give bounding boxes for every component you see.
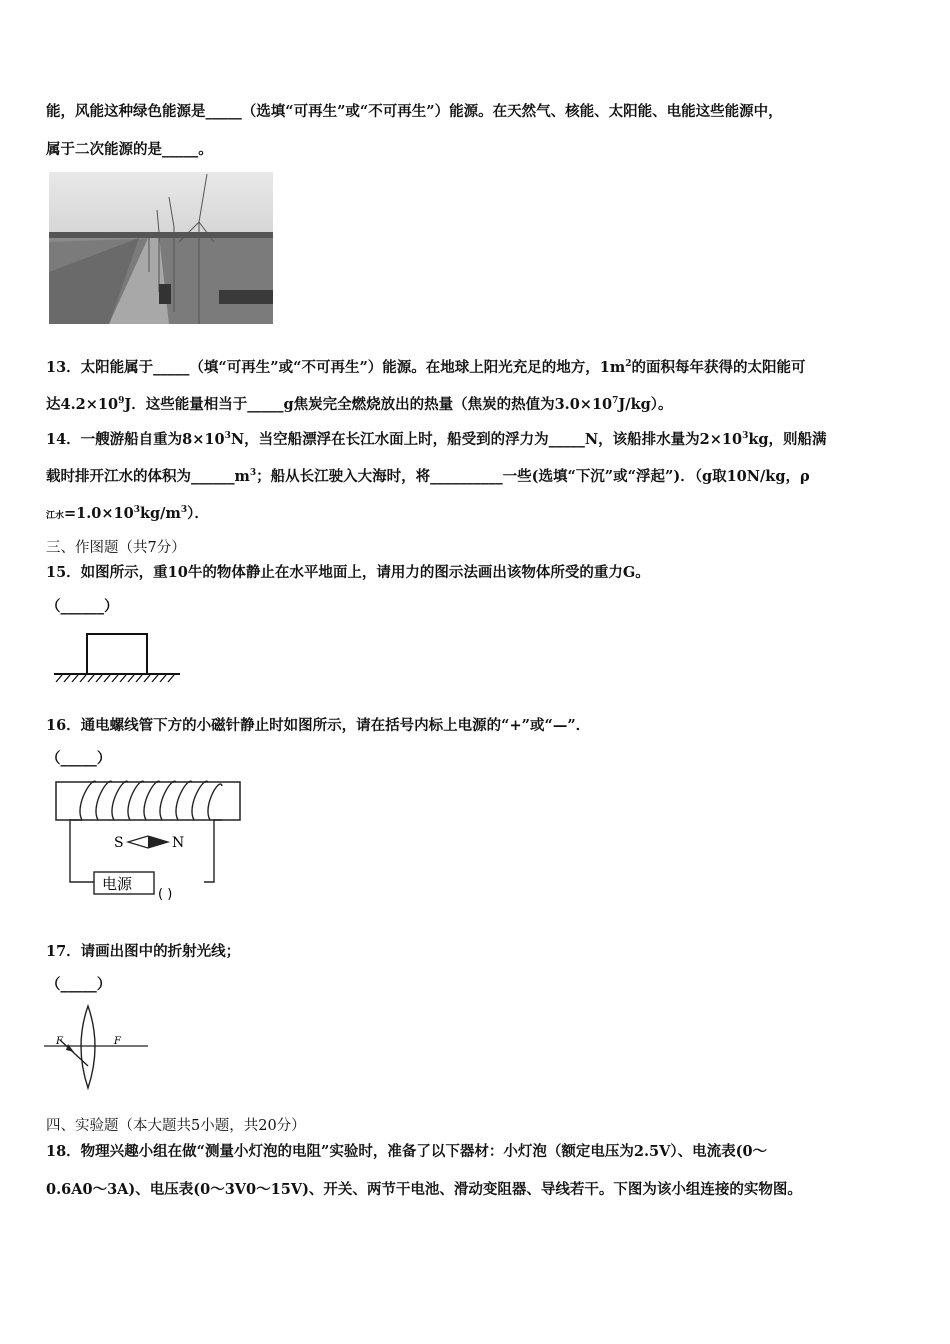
q15-text: 15．如图所示，重10牛的物体静止在水平地面上，请用力的图示法画出该物体所受的重力G。	[46, 564, 650, 581]
q13-sup-3: 7	[612, 396, 619, 407]
magnet-needle-north	[148, 836, 168, 848]
q14-text-e: ；船从长江驶入大海时，将__________一些(选填“下沉”或“浮起”)．（g取10N/kg，ρ	[256, 468, 810, 485]
q13-text-a: 13．太阳能属于_____（填“可再生”或“不可再生”）能源。在地球上阳光充足的地方，1m	[46, 359, 626, 376]
q14-text-a: 14．一艘游船自重为8×10	[46, 431, 225, 448]
q13-text-e: J/kg）。	[618, 396, 673, 413]
power-label: 电源	[102, 875, 133, 893]
convex-lens	[81, 1006, 95, 1088]
q14-text-b: N，当空船漂浮在长江水面上时，船受到的浮力为_____N，该船排水量为2×10	[230, 431, 743, 448]
q14-text-h: ）．	[187, 505, 209, 522]
q13-text-b: 的面积每年获得的太阳能可	[631, 359, 806, 376]
power-paren: ( )	[158, 887, 173, 902]
incident-ray	[60, 1040, 88, 1066]
wire-right	[204, 820, 222, 882]
block	[87, 634, 147, 674]
q13-sup-2: 9	[118, 396, 125, 407]
solenoid-core	[56, 782, 240, 820]
q16-blank: （_____）	[46, 750, 112, 767]
q15-block-figure	[52, 628, 184, 684]
needle-s-label: S	[114, 835, 124, 851]
q17-blank: （_____）	[46, 976, 112, 993]
q14-sup-4: 3	[133, 505, 140, 516]
q16-solenoid-figure	[54, 776, 244, 904]
q14-line3	[46, 504, 209, 526]
focus-right-label: F	[114, 1036, 121, 1047]
q13-text-d: J．这些能量相当于_____g焦炭完全燃烧放出的热量（焦炭的热值为3.0×10	[124, 396, 613, 413]
q14-sup-2: 3	[742, 431, 749, 442]
q17-lens-figure	[44, 1004, 150, 1094]
wind-farm-photo	[49, 172, 273, 324]
q18-line2: 0.6A0～3A)、电压表(0～3V0～15V)、开关、两节干电池、滑动变阻器、导线若干。下图为该小组连接的实物图。	[46, 1181, 802, 1198]
q12-line2: 属于二次能源的是_____。	[46, 141, 213, 158]
q14-line1	[46, 430, 827, 450]
q15-blank: （______）	[46, 598, 119, 615]
section3-title: 三、作图题（共7分）	[46, 540, 186, 556]
q13-line1	[46, 358, 805, 378]
q17-text: 17．请画出图中的折射光线；	[46, 943, 241, 960]
q14-sup-5: 3	[180, 505, 188, 516]
q16-text: 16．通电螺线管下方的小磁针静止时如图所示，请在括号内标上电源的“+”或“—”．	[46, 717, 591, 734]
wire-left	[70, 820, 94, 882]
q14-sup-3: 3	[249, 468, 257, 479]
coil-windings	[80, 781, 222, 820]
section4-title: 四、实验题（本大题共5小题，共20分）	[46, 1118, 306, 1134]
ray-arrow	[66, 1044, 74, 1052]
q14-text-d: 载时排开江水的体积为______m	[46, 468, 250, 485]
focus-left-label: F	[56, 1036, 63, 1047]
ground-hatch	[56, 675, 174, 682]
q13-sup: 2	[625, 359, 632, 370]
q14-text-f: =1.0×10	[64, 505, 134, 522]
q18-line1: 18．物理兴趣小组在做“测量小灯泡的电阻”实验时，准备了以下器材：小灯泡（额定电压为2.5V）、电流表(0～	[46, 1143, 768, 1160]
q12-line1: 能，风能这种绿色能源是_____（选填“可再生”或“不可再生”）能源。在天然气、核能、太阳能、电能这些能源中，	[46, 103, 783, 120]
needle-n-label: N	[172, 835, 185, 851]
q14-sub: 江水	[46, 511, 65, 521]
q13-line2	[46, 395, 673, 415]
q14-text-c: kg，则船满	[748, 431, 827, 448]
q14-sup-1: 3	[224, 431, 231, 442]
q14-text-g: kg/m	[140, 505, 181, 522]
q14-line2	[46, 467, 810, 487]
q13-text-c: 达4.2×10	[46, 396, 119, 413]
